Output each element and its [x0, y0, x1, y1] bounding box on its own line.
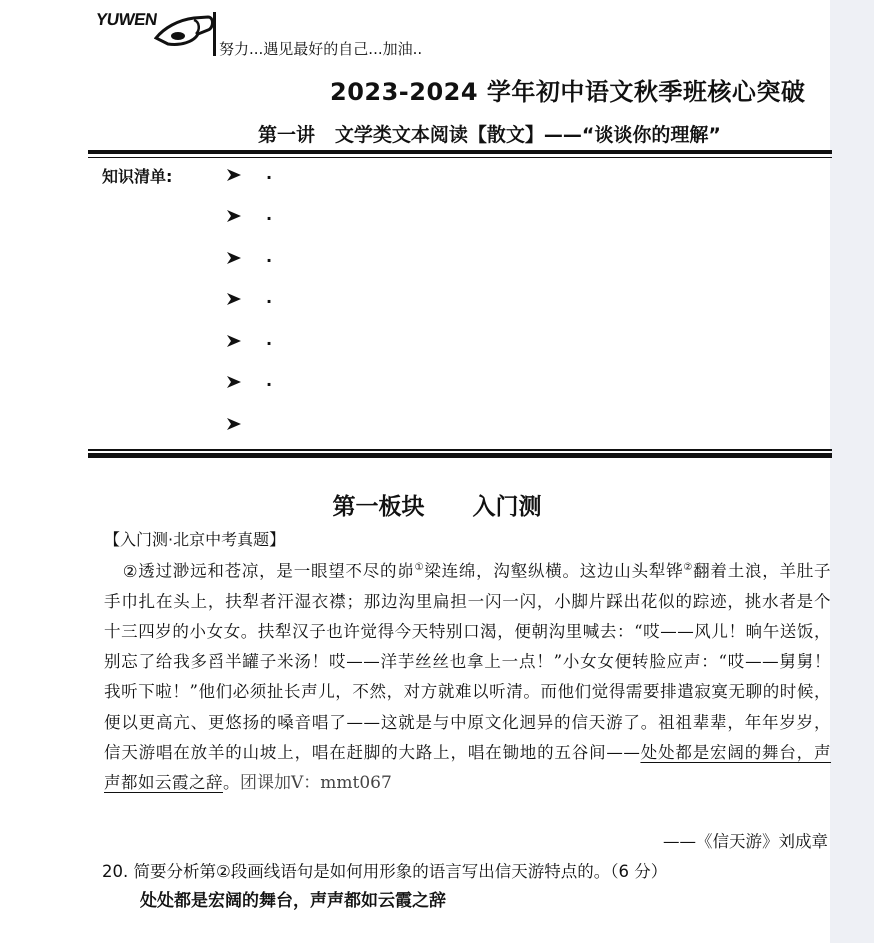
passage-paragraph: [104, 553, 831, 798]
footnote-mark: ①: [414, 562, 425, 573]
knowledge-item-text: .: [266, 371, 273, 390]
slogan: 努力...遇见最好的自己...加油..: [219, 40, 423, 58]
knowledge-item-text: .: [266, 288, 273, 307]
source-tag: 【入门测·北京中考真题】: [104, 530, 286, 549]
passage-attribution: ——《信天游》刘成章: [663, 832, 828, 851]
answer-text: 处处都是宏阔的舞台，声声都如云霞之辞: [140, 891, 446, 911]
arrow-bullet-icon: [226, 209, 242, 223]
side-margin-strip: [830, 0, 874, 943]
arrow-bullet-icon: [226, 292, 242, 306]
series-title: 2023-2024 学年初中语文秋季班核心突破: [330, 78, 806, 106]
arrow-bullet-icon: [226, 417, 242, 431]
whistle-icon: [154, 8, 216, 48]
knowledge-item-text: .: [266, 164, 273, 183]
logo-text: YUWEN: [94, 10, 159, 29]
section-rule-bottom: [88, 453, 832, 458]
yuwen-logo: [96, 8, 226, 48]
footnote-mark: ②: [683, 562, 694, 573]
arrow-bullet-icon: [226, 375, 242, 389]
knowledge-item-text: .: [266, 205, 273, 224]
section-title: 第一板块 入门测: [332, 494, 542, 520]
passage-text: 透过渺远和苍凉，是一眼望不尽的峁: [138, 561, 415, 581]
header-rule-thick: [88, 150, 832, 154]
knowledge-list-label: 知识清单:: [102, 167, 173, 186]
passage-text: 梁连绵，沟壑纵横。这边山头犁铧: [424, 561, 684, 581]
lecture-title: 第一讲 文学类文本阅读【散文】——“谈谈你的理解”: [258, 124, 721, 146]
knowledge-item-text: .: [266, 247, 273, 266]
passage-text: 翻着土浪，羊肚子手巾扎在头上，扶犁者汗湿衣襟；那边沟里扁担一闪一闪，小脚片踩出花似的踪迹，挑水者是个十三四岁的小女女。扶犁汉子也许觉得今天特别口渴，便朝沟里喊去：“哎——风儿！晌午送饭，别忘了给我多舀半罐子米汤！哎——洋芋丝丝也拿上一点！”小女女便转脸应声：“哎——舅舅！我听下啦！”他们必须扯长声儿，不然，对方就难以听清。而他们觉得需要排遣寂寞无聊的时候，便以更高亢、更悠扬的嗓音唱了——这就是与中原文化迥异的信天游了。祖祖辈辈，年年岁岁，信天游唱在放羊的山坡上，唱在赶脚的大路上，唱在锄地的五谷间——: [104, 561, 832, 762]
logo-divider: [213, 12, 216, 56]
underlined-sentence: 处处都是宏阔的舞台，声声都如云霞之辞: [104, 742, 832, 792]
paragraph-marker: ②: [122, 561, 138, 581]
knowledge-item-text: .: [266, 330, 273, 349]
question-text: 20. 简要分析第②段画线语句是如何用形象的语言写出信天游特点的。（6 分）: [102, 862, 668, 881]
arrow-bullet-icon: [226, 251, 242, 265]
arrow-bullet-icon: [226, 168, 242, 182]
contact-note: 团课加V：mmt067: [240, 772, 392, 793]
header-rule-thin: [88, 157, 832, 158]
passage-text: 。: [223, 772, 240, 792]
arrow-bullet-icon: [226, 334, 242, 348]
section-rule-top: [88, 449, 832, 451]
